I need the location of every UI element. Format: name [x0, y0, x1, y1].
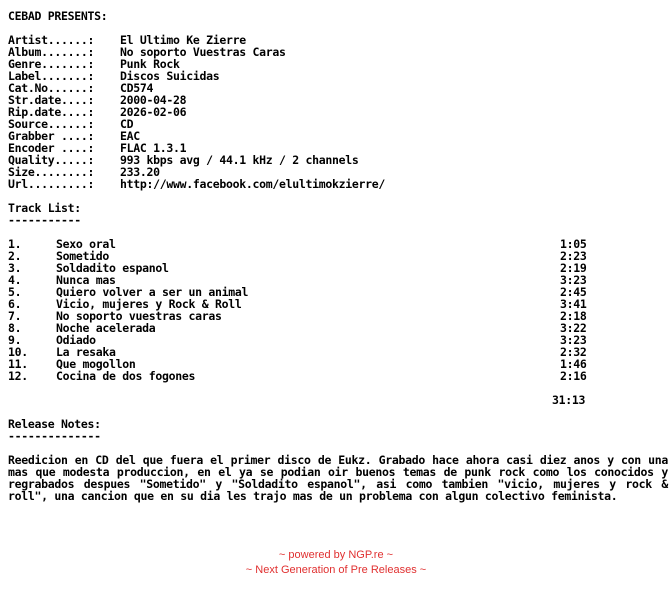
track-duration: 3:22	[560, 321, 587, 335]
info-row-source	[8, 118, 668, 130]
info-label: Album.......:	[8, 45, 95, 59]
release-notes-text: Reedicion en CD del que fuera el primer disco de Eukz. Grabado hace ahora casi diez anos y con una mas que modesta produccion, en el ya se podian oir buenos temas de punk rock como los conocidos y regrabados despues "Sometido" y "Soldadito espanol", asi como tambien "vicio, mujeres y rock & roll", una cancion que en su dia les trajo mas de un problema con algun colectivo feminista.	[8, 453, 668, 503]
track-number: 5.	[8, 285, 22, 299]
track-number: 6.	[8, 297, 22, 311]
info-value: Punk Rock	[120, 57, 180, 71]
footer-powered-by: ~ powered by NGP.re ~	[278, 549, 394, 561]
info-label: Artist......:	[8, 33, 95, 47]
info-value: CD574	[120, 81, 154, 95]
track-title: Soldadito espanol	[56, 261, 169, 275]
track-title: Cocina de dos fogones	[56, 369, 196, 383]
total-duration: 31:13	[552, 393, 586, 407]
track-title: Que mogollon	[56, 357, 136, 371]
track-title: La resaka	[56, 345, 116, 359]
info-value: Discos Suicidas	[120, 69, 220, 83]
info-label: Rip.date....:	[8, 105, 95, 119]
info-value: 233.20	[120, 165, 160, 179]
info-label: Label.......:	[8, 69, 95, 83]
info-value: 2026-02-06	[120, 105, 187, 119]
info-label: Quality.....:	[8, 153, 95, 167]
info-label: Source......:	[8, 117, 95, 131]
spacer	[8, 190, 668, 202]
spacer	[8, 22, 668, 34]
info-label: Genre.......:	[8, 57, 95, 71]
info-value: El Ultimo Ke Zierre	[120, 33, 246, 47]
track-title: Quiero volver a ser un animal	[56, 285, 249, 299]
release-notes-underline: --------------	[8, 429, 101, 443]
track-title: Vicio, mujeres y Rock & Roll	[56, 297, 242, 311]
info-row-artist	[8, 34, 668, 46]
track-number: 3.	[8, 261, 22, 275]
track-title: Odiado	[56, 333, 96, 347]
tracklist-heading: Track List:	[8, 201, 81, 215]
track-duration: 3:41	[560, 297, 587, 311]
info-label: Url.........:	[8, 177, 95, 191]
info-value: FLAC 1.3.1	[120, 141, 187, 155]
info-label: Size........:	[8, 165, 95, 179]
info-value: 993 kbps avg / 44.1 kHz / 2 channels	[120, 153, 359, 167]
info-row-rip-date	[8, 106, 668, 118]
track-title: Sometido	[56, 249, 109, 263]
track-duration: 2:32	[560, 345, 587, 359]
track-number: 12.	[8, 369, 28, 383]
nfo-viewer	[8, 10, 668, 502]
info-label: Encoder ....:	[8, 141, 95, 155]
track-number: 11.	[8, 357, 28, 371]
info-block	[8, 34, 668, 190]
track-duration: 2:45	[560, 285, 587, 299]
track-title: Nunca mas	[56, 273, 116, 287]
info-value: 2000-04-28	[120, 93, 187, 107]
track-title: No soporto vuestras caras	[56, 309, 222, 323]
info-row-album	[8, 46, 668, 58]
tracklist-underline: -----------	[8, 213, 81, 227]
track-number: 8.	[8, 321, 22, 335]
info-label: Str.date....:	[8, 93, 95, 107]
track-title: Sexo oral	[56, 237, 116, 251]
total-duration-row	[8, 394, 668, 406]
info-label: Grabber ....:	[8, 129, 95, 143]
presents-header: CEBAD PRESENTS:	[8, 9, 108, 23]
track-number: 1.	[8, 237, 22, 251]
info-row-catno	[8, 82, 668, 94]
footer-tagline: ~ Next Generation of Pre Releases ~	[245, 564, 427, 576]
track-list	[8, 238, 668, 382]
spacer	[8, 406, 668, 418]
track-duration: 3:23	[560, 273, 587, 287]
info-row-grabber	[8, 130, 668, 142]
track-duration: 2:19	[560, 261, 587, 275]
info-value-url: http://www.facebook.com/elultimokzierre/	[120, 177, 385, 191]
info-value: CD	[120, 117, 134, 131]
info-value: EAC	[120, 129, 140, 143]
info-row-street-date	[8, 94, 668, 106]
track-number: 2.	[8, 249, 22, 263]
track-number: 10.	[8, 345, 28, 359]
track-duration: 2:18	[560, 309, 587, 323]
release-notes-heading: Release Notes:	[8, 417, 101, 431]
track-number: 4.	[8, 273, 22, 287]
track-duration: 1:05	[560, 237, 587, 251]
info-row-url	[8, 178, 668, 190]
track-duration: 2:16	[560, 369, 587, 383]
track-title: Noche acelerada	[56, 321, 156, 335]
track-duration: 3:23	[560, 333, 587, 347]
track-duration: 1:46	[560, 357, 587, 371]
info-row-label	[8, 70, 668, 82]
info-row-quality	[8, 154, 668, 166]
info-label: Cat.No......:	[8, 81, 95, 95]
info-value: No soporto Vuestras Caras	[120, 45, 286, 59]
track-duration: 2:23	[560, 249, 587, 263]
track-number: 9.	[8, 333, 22, 347]
track-number: 7.	[8, 309, 22, 323]
track-row	[8, 370, 668, 382]
info-row-genre	[8, 58, 668, 70]
